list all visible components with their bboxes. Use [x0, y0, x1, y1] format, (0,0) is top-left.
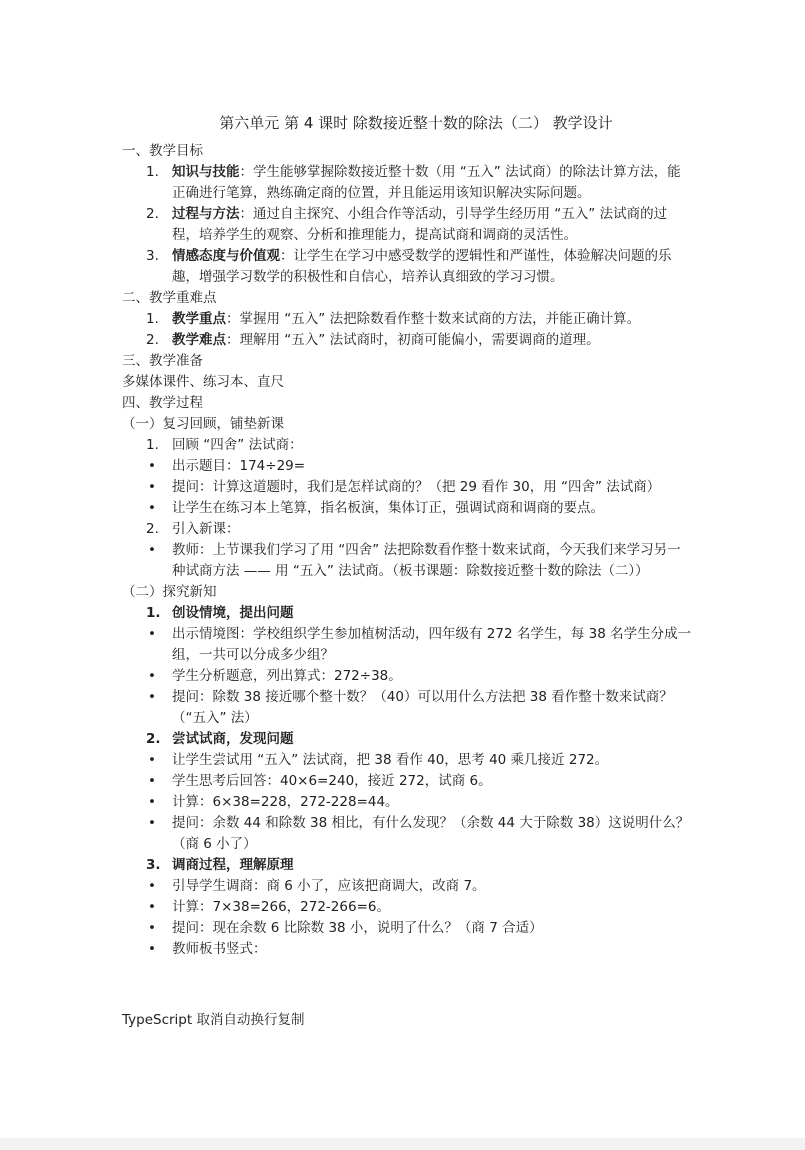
bullet-text: 提问：现在余数 6 比除数 38 小，说明了什么？（商 7 合适） — [172, 920, 543, 936]
section-heading-keypoints: 二、教学重难点 — [122, 290, 217, 306]
bullet-mark: • — [148, 878, 156, 894]
bullet-item — [122, 813, 692, 855]
step-heading — [122, 729, 692, 750]
subsection-heading-review: （一）复习回顾，铺垫新课 — [122, 416, 284, 432]
bullet-item — [122, 792, 692, 813]
list-number: 1. — [146, 311, 159, 327]
keypoint-item — [122, 309, 692, 330]
bullet-item — [122, 876, 692, 897]
bullet-item — [122, 456, 692, 477]
step-heading — [122, 603, 692, 624]
bullet-mark: • — [148, 458, 156, 474]
section-heading-process: 四、教学过程 — [122, 395, 203, 411]
list-number: 3. — [146, 248, 159, 264]
list-number: 3. — [146, 857, 161, 873]
bullet-mark: • — [148, 500, 156, 516]
bullet-text: 教师板书竖式： — [172, 941, 267, 957]
list-number: 1. — [146, 437, 159, 453]
goal-label: 情感态度与价值观 — [172, 248, 280, 264]
code-block-toolbar-text: TypeScript 取消自动换行复制 — [122, 1012, 305, 1028]
bullet-item — [122, 687, 692, 729]
list-number: 2. — [146, 731, 161, 747]
list-number: 1. — [146, 164, 159, 180]
step-text: 引入新课： — [172, 521, 240, 537]
step-item — [122, 435, 692, 456]
goal-item — [122, 246, 692, 288]
bullet-text: 让学生在练习本上笔算，指名板演，集体订正，强调试商和调商的要点。 — [172, 500, 604, 516]
bullet-mark: • — [148, 941, 156, 957]
list-number: 2. — [146, 332, 159, 348]
goal-label: 知识与技能 — [172, 164, 240, 180]
section-heading-goals: 一、教学目标 — [122, 143, 203, 159]
bullet-text: 提问：除数 38 接近哪个整十数？（40）可以用什么方法把 38 看作整十数来试商？（“五入” 法） — [172, 689, 673, 726]
goal-item — [122, 162, 692, 204]
bullet-text: 提问：计算这道题时，我们是怎样试商的？（把 29 看作 30，用 “四舍” 法试商） — [172, 479, 661, 495]
goal-label: 过程与方法 — [172, 206, 240, 222]
bullet-text: 出示题目：174÷29= — [172, 458, 306, 474]
keypoint-text: ：理解用 “五入” 法试商时，初商可能偏小，需要调商的道理。 — [226, 332, 600, 348]
bullet-item — [122, 666, 692, 687]
step-heading-text: 创设情境，提出问题 — [172, 605, 294, 621]
list-number: 2. — [146, 206, 159, 222]
bullet-mark: • — [148, 626, 156, 642]
step-item — [122, 519, 692, 540]
step-heading — [122, 855, 692, 876]
bullet-text: 学生思考后回答：40×6=240，接近 272，试商 6。 — [172, 773, 492, 789]
bullet-mark: • — [148, 479, 156, 495]
bullet-text: 计算：7×38=266，272-266=6。 — [172, 899, 390, 915]
bullet-item — [122, 897, 692, 918]
bullet-text: 学生分析题意，列出算式：272÷38。 — [172, 668, 402, 684]
bullet-item — [122, 624, 692, 666]
goal-text: ：学生能够掌握除数接近整十数（用 “五入” 法试商）的除法计算方法，能正确进行笔算，熟练确定商的位置，并且能运用该知识解决实际问题。 — [172, 164, 681, 201]
bullet-mark: • — [148, 794, 156, 810]
bullet-mark: • — [148, 815, 156, 831]
bullet-item — [122, 771, 692, 792]
goal-text: ：通过自主探究、小组合作等活动，引导学生经历用 “五入” 法试商的过程，培养学生的观察、分析和推理能力，提高试商和调商的灵活性。 — [172, 206, 668, 243]
step-heading-text: 尝试试商，发现问题 — [172, 731, 294, 747]
bullet-text: 提问：余数 44 和除数 38 相比，有什么发现？（余数 44 大于除数 38）这说明什么？（商 6 小了） — [172, 815, 690, 852]
bullet-item — [122, 498, 692, 519]
list-number: 2. — [146, 521, 159, 537]
list-number: 1. — [146, 605, 161, 621]
section-heading-prep: 三、教学准备 — [122, 353, 203, 369]
prep-text: 多媒体课件、练习本、直尺 — [122, 374, 284, 390]
bullet-mark: • — [148, 668, 156, 684]
bullet-text: 出示情境图：学校组织学生参加植树活动，四年级有 272 名学生，每 38 名学生分成一组，一共可以分成多少组？ — [172, 626, 692, 663]
keypoint-label: 教学重点 — [172, 311, 226, 327]
bullet-mark: • — [148, 773, 156, 789]
bullet-item — [122, 939, 692, 960]
bullet-item — [122, 477, 692, 498]
goal-text: ：让学生在学习中感受数学的逻辑性和严谨性，体验解决问题的乐趣，增强学习数学的积极性和自信心，培养认真细致的学习习惯。 — [172, 248, 672, 285]
document-body — [122, 112, 692, 960]
bullet-item — [122, 918, 692, 939]
keypoint-text: ：掌握用 “五入” 法把除数看作整十数来试商的方法，并能正确计算。 — [226, 311, 641, 327]
bullet-text: 教师：上节课我们学习了用 “四舍” 法把除数看作整十数来试商，今天我们来学习另一种试商方法 —— 用 “五入” 法试商。（板书课题：除数接近整十数的除法（二）） — [172, 542, 681, 579]
page-title: 第六单元 第 4 课时 除数接近整十数的除法（二） 教学设计 — [219, 114, 613, 132]
keypoint-label: 教学难点 — [172, 332, 226, 348]
bullet-mark: • — [148, 689, 156, 705]
goal-item — [122, 204, 692, 246]
keypoint-item — [122, 330, 692, 351]
step-text: 回顾 “四舍” 法试商： — [172, 437, 303, 453]
bullet-text: 计算：6×38=228，272-228=44。 — [172, 794, 399, 810]
bullet-text: 让学生尝试用 “五入” 法试商，把 38 看作 40，思考 40 乘几接近 272。 — [172, 752, 609, 768]
bullet-mark: • — [148, 920, 156, 936]
step-heading-text: 调商过程，理解原理 — [172, 857, 294, 873]
subsection-heading-explore: （二）探究新知 — [122, 584, 217, 600]
bullet-mark: • — [148, 542, 156, 558]
bullet-item — [122, 540, 692, 582]
bullet-text: 引导学生调商：商 6 小了，应该把商调大，改商 7。 — [172, 878, 486, 894]
bullet-mark: • — [148, 899, 156, 915]
bullet-item — [122, 750, 692, 771]
bullet-mark: • — [148, 752, 156, 768]
